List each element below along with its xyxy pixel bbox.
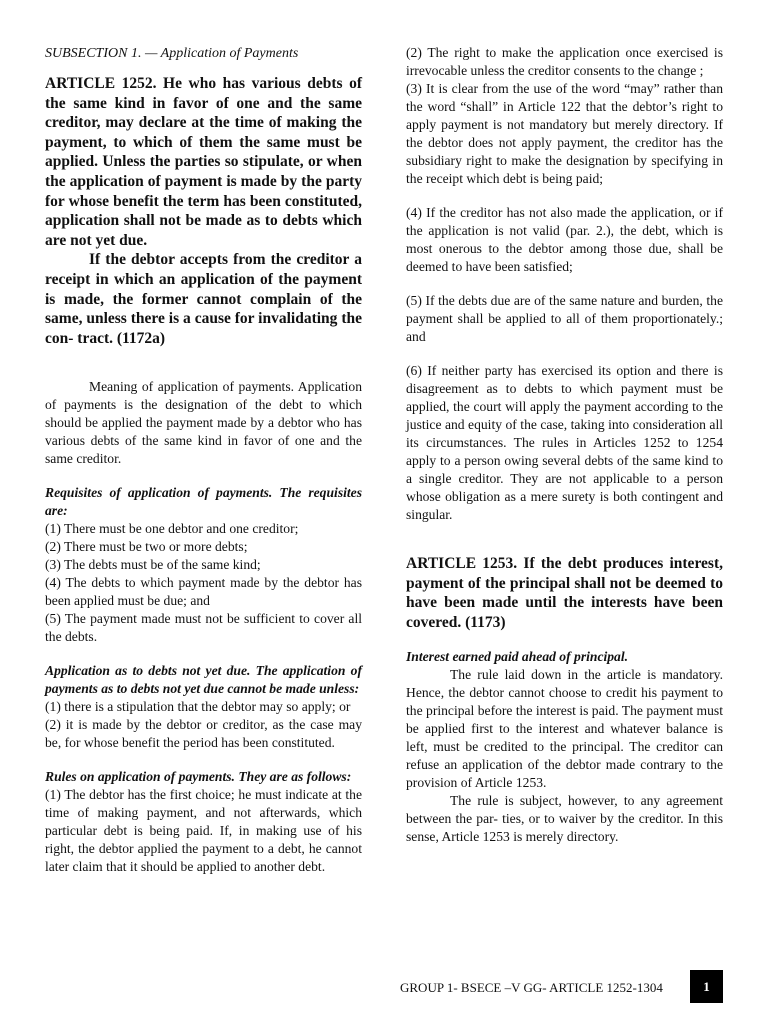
left-column [45,44,362,876]
right-column [406,44,723,846]
requisite-item: (2) There must be two or more debts; [45,539,248,555]
not-due-heading: Application as to debts not yet due. The application of payments as to debts not yet due cannot be made unless: [45,663,362,697]
page-number: 1 [690,970,723,1003]
rule-item-6: (6) If neither party has exercised its option and there is disagreement as to debts to which payment must be applied, the court will apply the payment according to the justice and equity of the case, taking into consideration all its circumstances. The rules in Articles 1252 to 1254 apply to a person owing several debts of the same kind to a single creditor. They are not applicable to a person whose obligation as a mere surety is both contingent and singular. [406,363,723,522]
rule-item-1: (1) The debtor has the first choice; he must indicate at the time of making payment, and not afterwards, which particular debt is being paid. If, in making use of his right, the debtor applied the payment to a debt, he cannot later claim that it should be applied to another debt. [45,787,362,875]
interest-heading: Interest earned paid ahead of principal. [406,649,629,665]
not-due-item: (2) it is made by the debtor or creditor, as the case may be, for whose benefit the period has been constituted. [45,717,362,751]
requisite-item: (4) The debts to which payment made by the debtor has been applied must be due; and [45,575,362,609]
rules-heading: Rules on application of payments. They are as follows: [45,769,352,785]
article-1252-text: ARTICLE 1252. He who has various debts of the same kind in favor of one and the same creditor, may declare at the time of making the payment, to which of them the same must be applied. Unless the parties so stipulate, or when the application of payment is made by the party for whose benefit the term has been constituted, application shall not be made as to debts which are not yet due. [45,75,362,249]
meaning-paragraph: Meaning of application of payments. Application of payments is the designation of the debt to which should be applied the payment made by a debtor who has various debts of the same kind in favor of one and the same creditor. [45,379,362,467]
interest-paragraph-2: The rule is subject, however, to any agreement between the par- ties, or to waiver by the creditor. In this sense, Article 1253 is merely directory. [406,793,723,845]
requisites-heading: Requisites of application of payments. The requisites are: [45,485,362,519]
rule-item-3: (3) It is clear from the use of the word “may” rather than the word “shall” in Article 122 that the debtor’s right to apply payment is not mandatory but merely directory. If the debtor does not apply payment, the creditor has the subsidiary right to make the designation by specifying in the receipt which debt is being paid; [406,81,723,186]
rule-item-4: (4) If the creditor has not also made the application, or if the application is not valid (par. 2.), the debt, which is most onerous to the debtor among those due, shall be deemed to have been satisfied; [406,205,723,274]
article-1253-text: ARTICLE 1253. If the debt produces interest, payment of the principal shall not be deemed to have been made until the interests have been covered. (1173) [406,555,723,631]
subsection-title: SUBSECTION 1. — Application of Payments [45,46,299,61]
not-due-item: (1) there is a stipulation that the debtor may so apply; or [45,699,351,715]
requisite-item: (1) There must be one debtor and one creditor; [45,521,299,537]
article-1252-paragraph-2: If the debtor accepts from the creditor a receipt in which an application of the payment is made, the former cannot complain of the same, unless there is a cause for invalidating the con- tract. (1172a) [45,251,362,347]
requisite-item: (5) The payment made must not be sufficient to cover all the debts. [45,611,362,645]
footer-text: GROUP 1- BSECE –V GG- ARTICLE 1252-1304 [400,980,663,995]
rule-item-2: (2) The right to make the application once exercised is irrevocable unless the creditor consents to the change ; [406,45,723,78]
rule-item-5: (5) If the debts due are of the same nature and burden, the payment shall be applied to all of them proportionately.; and [406,293,723,344]
requisite-item: (3) The debts must be of the same kind; [45,557,261,573]
interest-paragraph-1: The rule laid down in the article is mandatory. Hence, the debtor cannot choose to credit his payment to the principal before the interest is paid. The payment must be applied first to the interest and whatever balance is left, must be credited to the principal. The creditor can refuse an application of the debtor made contrary to the provision of Article 1253. [406,667,723,791]
